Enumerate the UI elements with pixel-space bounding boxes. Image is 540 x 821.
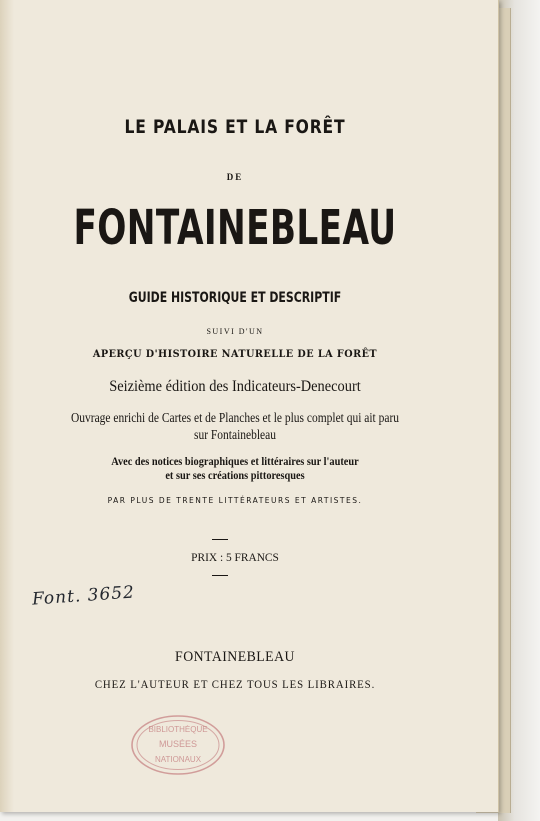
ouvrage-line: Ouvrage enrichi de Cartes et de Planches et le plus complet qui ait paru [70, 411, 400, 426]
ouvrage-text [42, 410, 427, 444]
apercu-text: APERÇU D'HISTOIRE NATURELLE DE LA FORÊT [92, 348, 378, 360]
stamp-text: MUSÉES [158, 739, 198, 749]
ouvrage-line: sur Fontainebleau [194, 428, 276, 443]
library-stamp [130, 714, 226, 776]
notices-line: et sur ses créations pittoresques [165, 470, 305, 482]
title-de: DE [226, 172, 244, 182]
notices-text [24, 455, 447, 483]
handwritten-shelfmark: Font. 3652 [31, 582, 136, 610]
edition-text: Seizième édition des Indicateurs-Denecourt [109, 378, 361, 395]
publisher-line: CHEZ L'AUTEUR ET CHEZ TOUS LES LIBRAIRES. [94, 677, 376, 691]
title-line: LE PALAIS ET LA FORÊT [124, 116, 346, 138]
suivi-text: SUIVI D'UN [206, 327, 264, 336]
divider-rule [212, 539, 228, 540]
stamp-text: NATIONAUX [154, 755, 202, 764]
stamp-text: BIBLIOTHÈQUE [148, 725, 208, 734]
notices-line: Avec des notices biographiques et littéraires sur l'auteur [111, 456, 359, 468]
main-title: FONTAINEBLEAU [73, 200, 397, 256]
subtitle: GUIDE HISTORIQUE ET DESCRIPTIF [128, 290, 342, 306]
contributors-line: PAR PLUS DE TRENTE LITTÉRATEURS ET ARTISTES. [107, 496, 363, 505]
publisher-city: FONTAINEBLEAU [175, 649, 295, 665]
price: PRIX : 5 FRANCS [191, 550, 279, 564]
divider-rule [212, 575, 228, 576]
